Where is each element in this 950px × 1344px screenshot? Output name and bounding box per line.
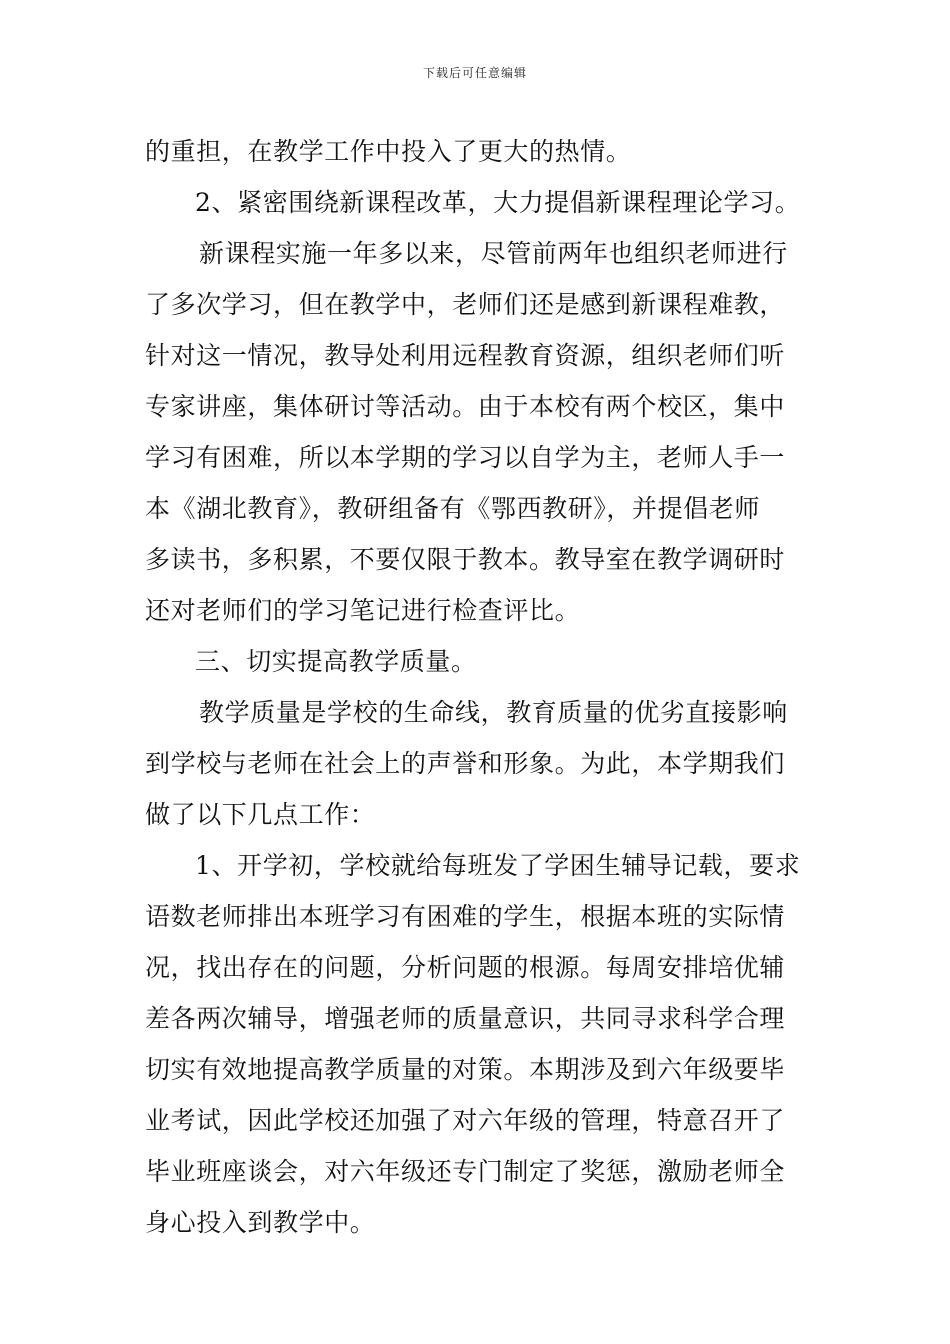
text-line: 2、紧密围绕新课程改革，大力提倡新课程理论学习。	[195, 188, 801, 217]
text-line: 1、开学初，学校就给每班发了学困生辅导记载，要求	[195, 851, 801, 880]
text-line: 业考试，因此学校还加强了对六年级的管理，特意召开了	[145, 1106, 786, 1135]
text-line: 本《湖北教育》，教研组备有《鄂西教研》，并提倡老师	[145, 494, 761, 523]
text-line: 多读书，多积累，不要仅限于教本。教导室在教学调研时	[145, 545, 786, 574]
text-line: 差各两次辅导，增强老师的质量意识，共同寻求科学合理	[145, 1004, 786, 1033]
page-header: 下载后可任意编辑	[422, 66, 527, 80]
text-line: 了多次学习，但在教学中，老师们还是感到新课程难教，	[145, 290, 786, 319]
text-line: 况，找出存在的问题，分析问题的根源。每周安排培优辅	[145, 953, 786, 982]
text-line: 还对老师们的学习笔记进行检查评比。	[145, 596, 581, 625]
text-line: 新课程实施一年多以来，尽管前两年也组织老师进行	[199, 239, 788, 268]
document-body	[145, 126, 810, 1248]
section-heading: 三、切实提高教学质量。	[195, 647, 477, 676]
text-line: 针对这一情况，教导处利用远程教育资源，组织老师们听	[145, 341, 786, 370]
text-line: 切实有效地提高教学质量的对策。本期涉及到六年级要毕	[145, 1055, 786, 1084]
text-line: 学习有困难，所以本学期的学习以自学为主，老师人手一	[145, 443, 786, 472]
text-line: 做了以下几点工作：	[145, 800, 376, 829]
text-line: 毕业班座谈会，对六年级还专门制定了奖惩，激励老师全	[145, 1157, 786, 1186]
text-line: 教学质量是学校的生命线，教育质量的优劣直接影响	[199, 698, 788, 727]
text-line: 的重担，在教学工作中投入了更大的热情。	[145, 137, 632, 166]
text-line: 到学校与老师在社会上的声誉和形象。为此，本学期我们	[145, 749, 786, 778]
text-line: 专家讲座，集体研讨等活动。由于本校有两个校区，集中	[145, 392, 786, 421]
text-line: 身心投入到教学中。	[145, 1208, 376, 1237]
text-line: 语数老师排出本班学习有困难的学生，根据本班的实际情	[145, 902, 786, 931]
